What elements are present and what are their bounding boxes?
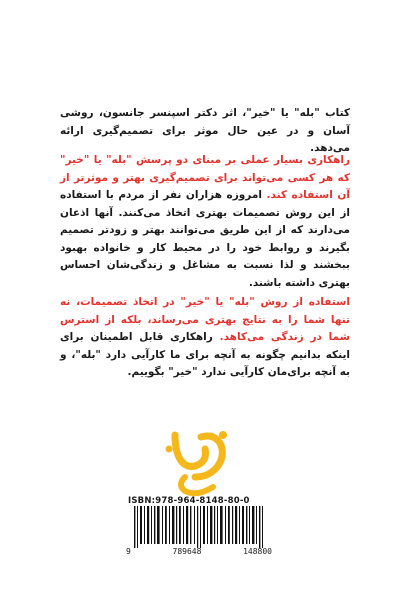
paragraph-method-text: امروزه هزاران نفر از مردم با استفاده از این روش تصمیمات بهتری اتخاذ می‌کنند. آنها اذعان می‌دارند که از این طریق می‌توانند بهتر و زودتر تصمیم بگیرند و روابط خود را در محیط کار و خانواده بهبود ببخشند و لذا نسبت به مشاغل و زندگی‌شان احساس بهتری داشته باشند. (60, 189, 350, 289)
isbn-label: ISBN:978-964-8148-80-0 (128, 496, 250, 506)
barcode-digit-group-right: 148800 (243, 547, 272, 556)
paragraph-method-highlight: راهکاری بسیار عملی بر مبنای دو پرسش "بله" یا "خیر" که هر کسی می‌تواند برای تصمیم‌گیری بهتر و موثرتر از آن استفاده کند. (60, 154, 350, 201)
publisher-logo-icon (155, 425, 245, 500)
paragraph-benefits (60, 294, 350, 382)
barcode-digits (126, 547, 272, 556)
barcode-icon (128, 506, 270, 548)
paragraph-benefits-text: راهکاری قابل اطمینان برای اینکه بدانیم چگونه به آنچه برای ما کارآیی دارد "بله"، و به آنچه برای‌مان کارآیی ندارد "خیر" بگوییم. (60, 331, 350, 378)
paragraph-intro-text: کتاب "بله" یا "خیر"، اثر دکتر اسپنسر جانسون، روشی آسان و در عین حال موثر برای تصمیم‌گیری ارائه می‌دهد. (60, 107, 350, 154)
paragraph-method (60, 152, 350, 292)
barcode-digit-group-left: 789648 (172, 547, 202, 556)
barcode-digit-prefix: 9 (126, 547, 131, 556)
paragraph-benefits-highlight: استفاده از روش "بله" یا "خیر" در اتخاذ تصمیمات، نه تنها شما را به نتایج بهتری می‌رساند، بلکه از استرس شما در زندگی می‌کاهد. (60, 296, 350, 343)
paragraph-intro (60, 105, 350, 158)
